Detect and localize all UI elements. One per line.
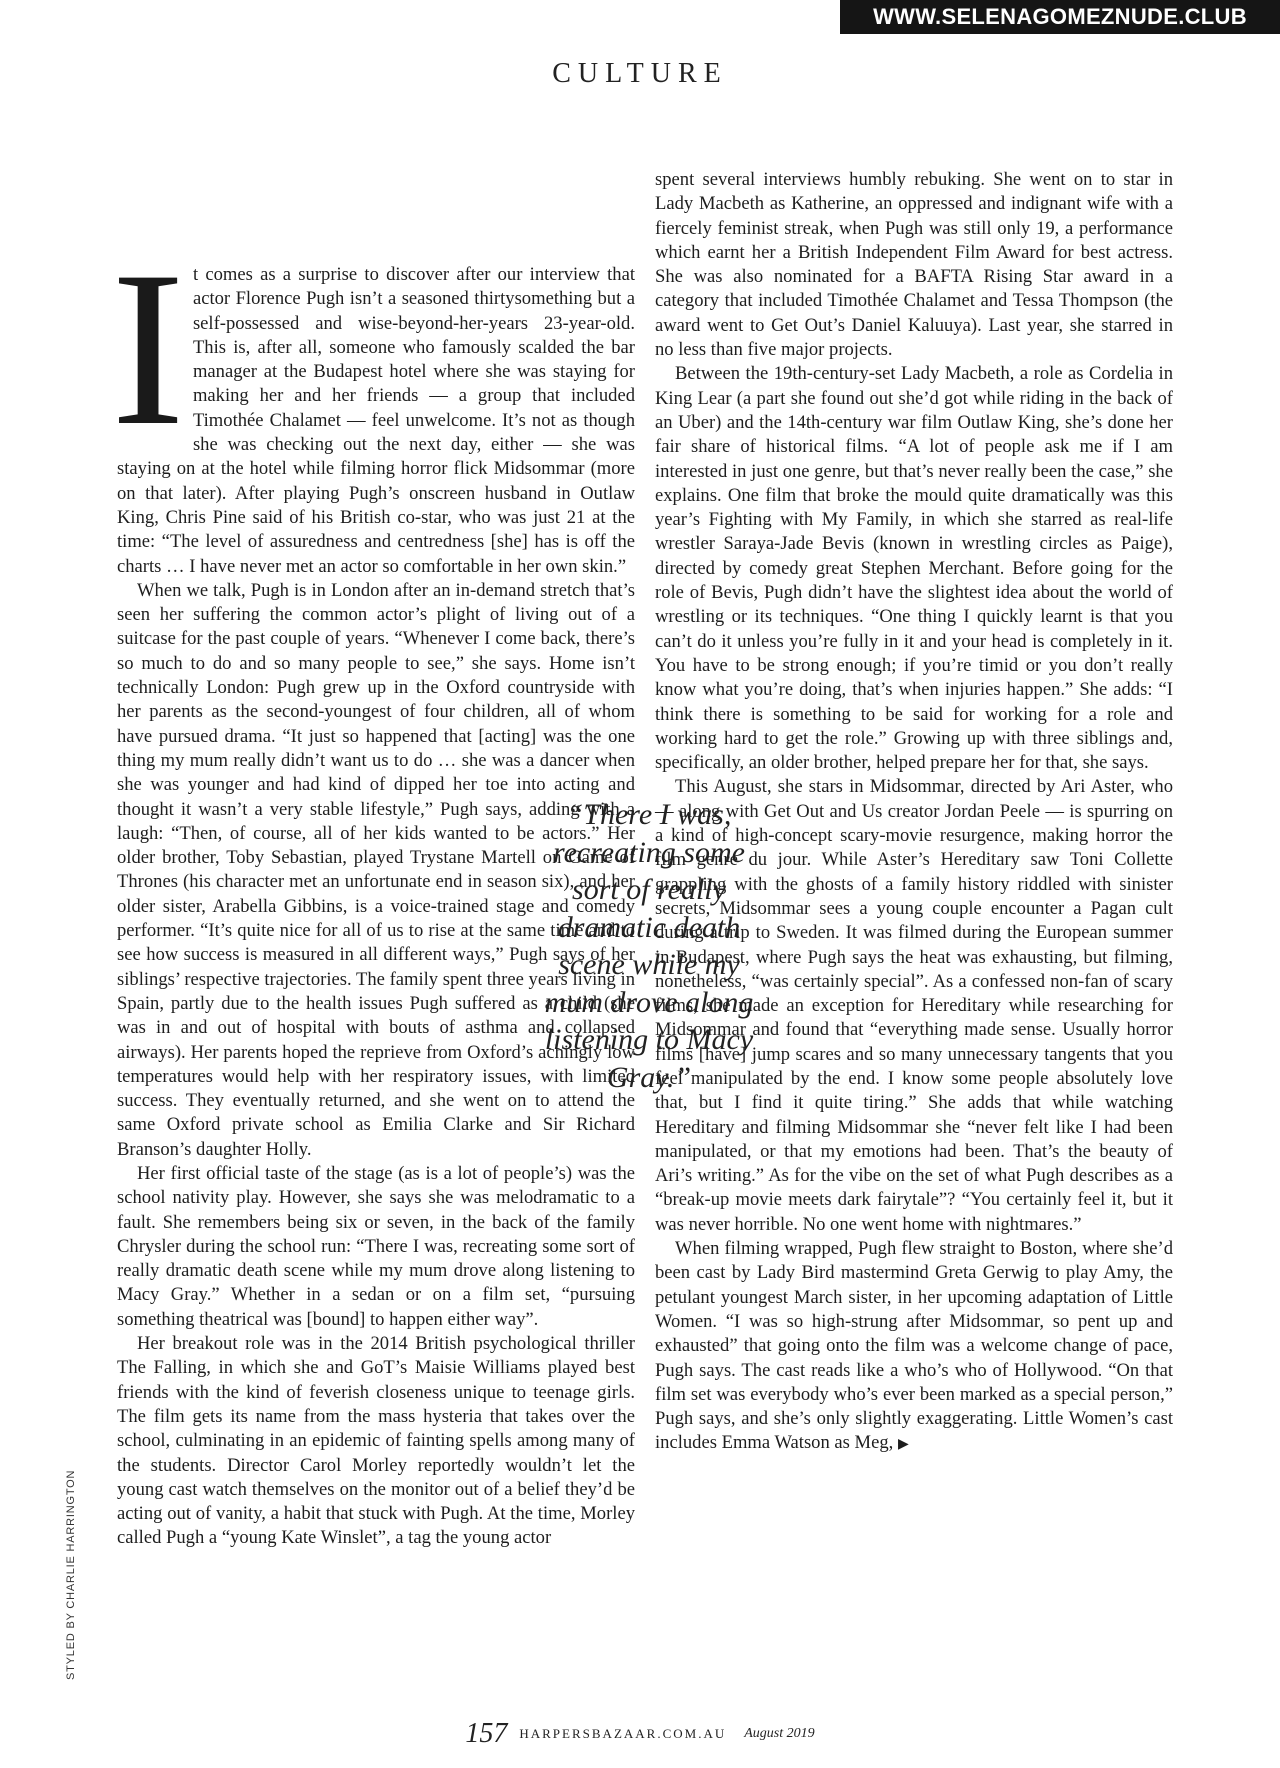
article-paragraph	[655, 1237, 1173, 1458]
page-number: 157	[465, 1718, 508, 1749]
article-paragraph: Between the 19th-century-set Lady Macbeth, a role as Cordelia in King Lear (a part she found out she’d got while riding in the back of an Uber) and the 14th-century war film Outlaw King, she’s done her fair share of historical films. “A lot of people ask me if I am interested in just one genre, but that’s never really been the case,” she explains. One film that broke the mould quite dramatically was this year’s Fighting with My Family, in which she starred as real-life wrestler Saraya-Jade Bevis (known in wrestling circles as Paige), directed by comedy great Stephen Merchant. Before going for the role of Bevis, Pugh didn’t have the slightest idea about the world of wrestling or its techniques. “One thing I quickly learnt is that you can’t do it unless you’re fully in it and your head is completely in it. You have to be strong enough; if you’re timid or you don’t really know what you’re doing, that’s when injuries happen.” She adds: “I think there is something to be said for working for a role and working hard to get the role.” Growing up with three siblings and, specifically, an older brother, helped prepare her for that, she says.	[655, 363, 1173, 774]
article-paragraph-text: When filming wrapped, Pugh flew straight to Boston, where she’d been cast by Lady Bird mastermind Greta Gerwig to play Amy, the petulant youngest March sister, in her upcoming adaptation of Little Women. “I was so high-strung after Midsommar, so pent up and exhausted” that going onto the film was a welcome change of pace, Pugh says. The cast reads like a who’s who of Hollywood. “On that film set was everybody who’s ever been marked as a special person,” Pugh says, and she’s only slightly exaggerating. Little Women’s cast includes Emma Watson as Meg,	[655, 1238, 1173, 1454]
article-paragraph: t comes as a surprise to discover after our interview that actor Florence Pugh isn’t a seasoned thirtysomething but a self-possessed and wise-beyond-her-years 23-year-old. This is, after all, someone who famously scalded the bar manager at the Budapest hotel where she was staying for making her and her friends — a group that included Timothée Chalamet — feel unwelcome. It’s not as though she was checking out the next day, either — she was staying on at the hotel while filming horror flick Midsommar (more on that later). After playing Pugh’s onscreen husband in Outlaw King, Chris Pine said of his British co-star, who was just 21 at the time: “The level of assuredness and centredness [she] has is off the charts … I have never met an actor so comfortable in her own skin.”	[117, 264, 635, 577]
article-paragraph: When we talk, Pugh is in London after an in-demand stretch that’s seen her suffering the common actor’s plight of living out of a suitcase for the past couple of years. “Whenever I come back, there’s so much to do and so many people to see,” she says. Home isn’t technically London: Pugh grew up in the Oxford countryside with her parents as the second-youngest of four children, all of whom have pursued drama. “It just so happened that [acting] was the one thing my mum really didn’t want us to do … she was a dancer when she was younger and had kind of dipped her toe into acting and thought it wasn’t a very stable lifestyle,” Pugh says, adding with a laugh: “Then, of course, all of her kids wanted to be actors.” Her older brother, Toby Sebastian, played Trystane Martell on Game of Thrones (his character met an unfortunate end in season six), and her older sister, Arabella Gibbins, is a voice-trained stage and comedy performer. “It’s quite nice for all of us to rise at the same time and to see how success is measured in all different ways,” Pugh says of her siblings’ respective trajectories. The family spent three years living in Spain, partly due to the health issues Pugh suffered as a child (she was in and out of hospital with bouts of asthma and collapsed airways). Her parents hoped the reprieve from Oxford’s achingly low temperatures would help with her respiratory issues, with limited success. They eventually returned, and she went on to attend the same Oxford private school as Emilia Clarke and Sir Richard Branson’s daughter Holly.	[117, 579, 635, 1160]
pull-quote: “There I was, recreating some sort of really dramatic death scene while my mum drove along listening to Macy Gray.”	[544, 798, 754, 1094]
watermark-banner: WWW.SELENAGOMEZNUDE.CLUB	[840, 0, 1280, 34]
article-paragraph: Her breakout role was in the 2014 British psychological thriller The Falling, in which she and GoT’s Maisie Williams played best friends with the kind of feverish closeness unique to teenage girls. The film gets its name from the mass hysteria that takes over the school, culminating in an epidemic of fainting spells among many of the students. Director Carol Morley reportedly wouldn’t let the young cast watch themselves on the monitor out of a belief they’d be acting out of vanity, a habit that stuck with Pugh. At the time, Morley called Pugh a “young Kate Winslet”, a tag the young actor	[117, 1333, 635, 1549]
styling-credit: STYLED BY CHARLIE HARRINGTON	[65, 1469, 77, 1680]
footer-website: HARPERSBAZAAR.COM.AU	[519, 1726, 727, 1741]
article-paragraph: spent several interviews humbly rebuking. She went on to star in Lady Macbeth as Katherine, an oppressed and indignant wife with a fiercely feminist streak, when Pugh was still only 19, a performance which earnt her a British Independent Film Award for best actress. She was also nominated for a BAFTA Rising Star award in a category that included Timothée Chalamet and Tessa Thompson (the award went to Get Out’s Daniel Kaluuya). Last year, she starred in no less than five major projects.	[655, 169, 1173, 361]
article-paragraph: Her first official taste of the stage (as is a lot of people’s) was the school nativity play. However, she says she was melodramatic to a fault. She remembers being six or seven, in the back of the family Chrysler during the school run: “There I was, recreating some sort of really dramatic death scene while my mum drove along listening to Macy Gray.” Whether in a sedan or on a film set, “pursuing something theatrical was [bound] to happen either way”.	[117, 1162, 635, 1330]
drop-cap: I	[111, 226, 185, 472]
footer-issue-date: August 2019	[744, 1726, 815, 1741]
continue-arrow-icon: ▶	[897, 1437, 909, 1453]
article-paragraph: This August, she stars in Midsommar, directed by Ari Aster, who — along with Get Out and Us creator Jordan Peele — is spurring on a kind of high-concept scary-movie resurgence, making horror the film genre du jour. While Aster’s Hereditary saw Toni Collette grappling with the ghosts of a family history riddled with sinister secrets, Midsommar sees a young couple encounter a Pagan cult during a trip to Sweden. It was filmed during the European summer in Budapest, where Pugh says the heat was exhausting, but filming, nonetheless, “was certainly special”. As a confessed non-fan of scary films, she made an exception for Hereditary while researching for Midsommar and found that “everything made sense. Usually horror films [have] jump scares and so many unnecessary tangents that you feel manipulated by the end. I know some people absolutely love that, but I find it quite tiring.” She adds that while watching Hereditary and filming Midsommar she “never felt like I had been manipulated, or that my emotions had been. That’s the beauty of Ari’s writing.” As for the vibe on the set of what Pugh describes as a “break-up movie meets dark fairytale”? “You certainly feel it, but it was never horrible. No one went home with nightmares.”	[655, 776, 1173, 1235]
page-footer	[0, 1718, 1280, 1750]
section-heading: CULTURE	[552, 58, 728, 89]
